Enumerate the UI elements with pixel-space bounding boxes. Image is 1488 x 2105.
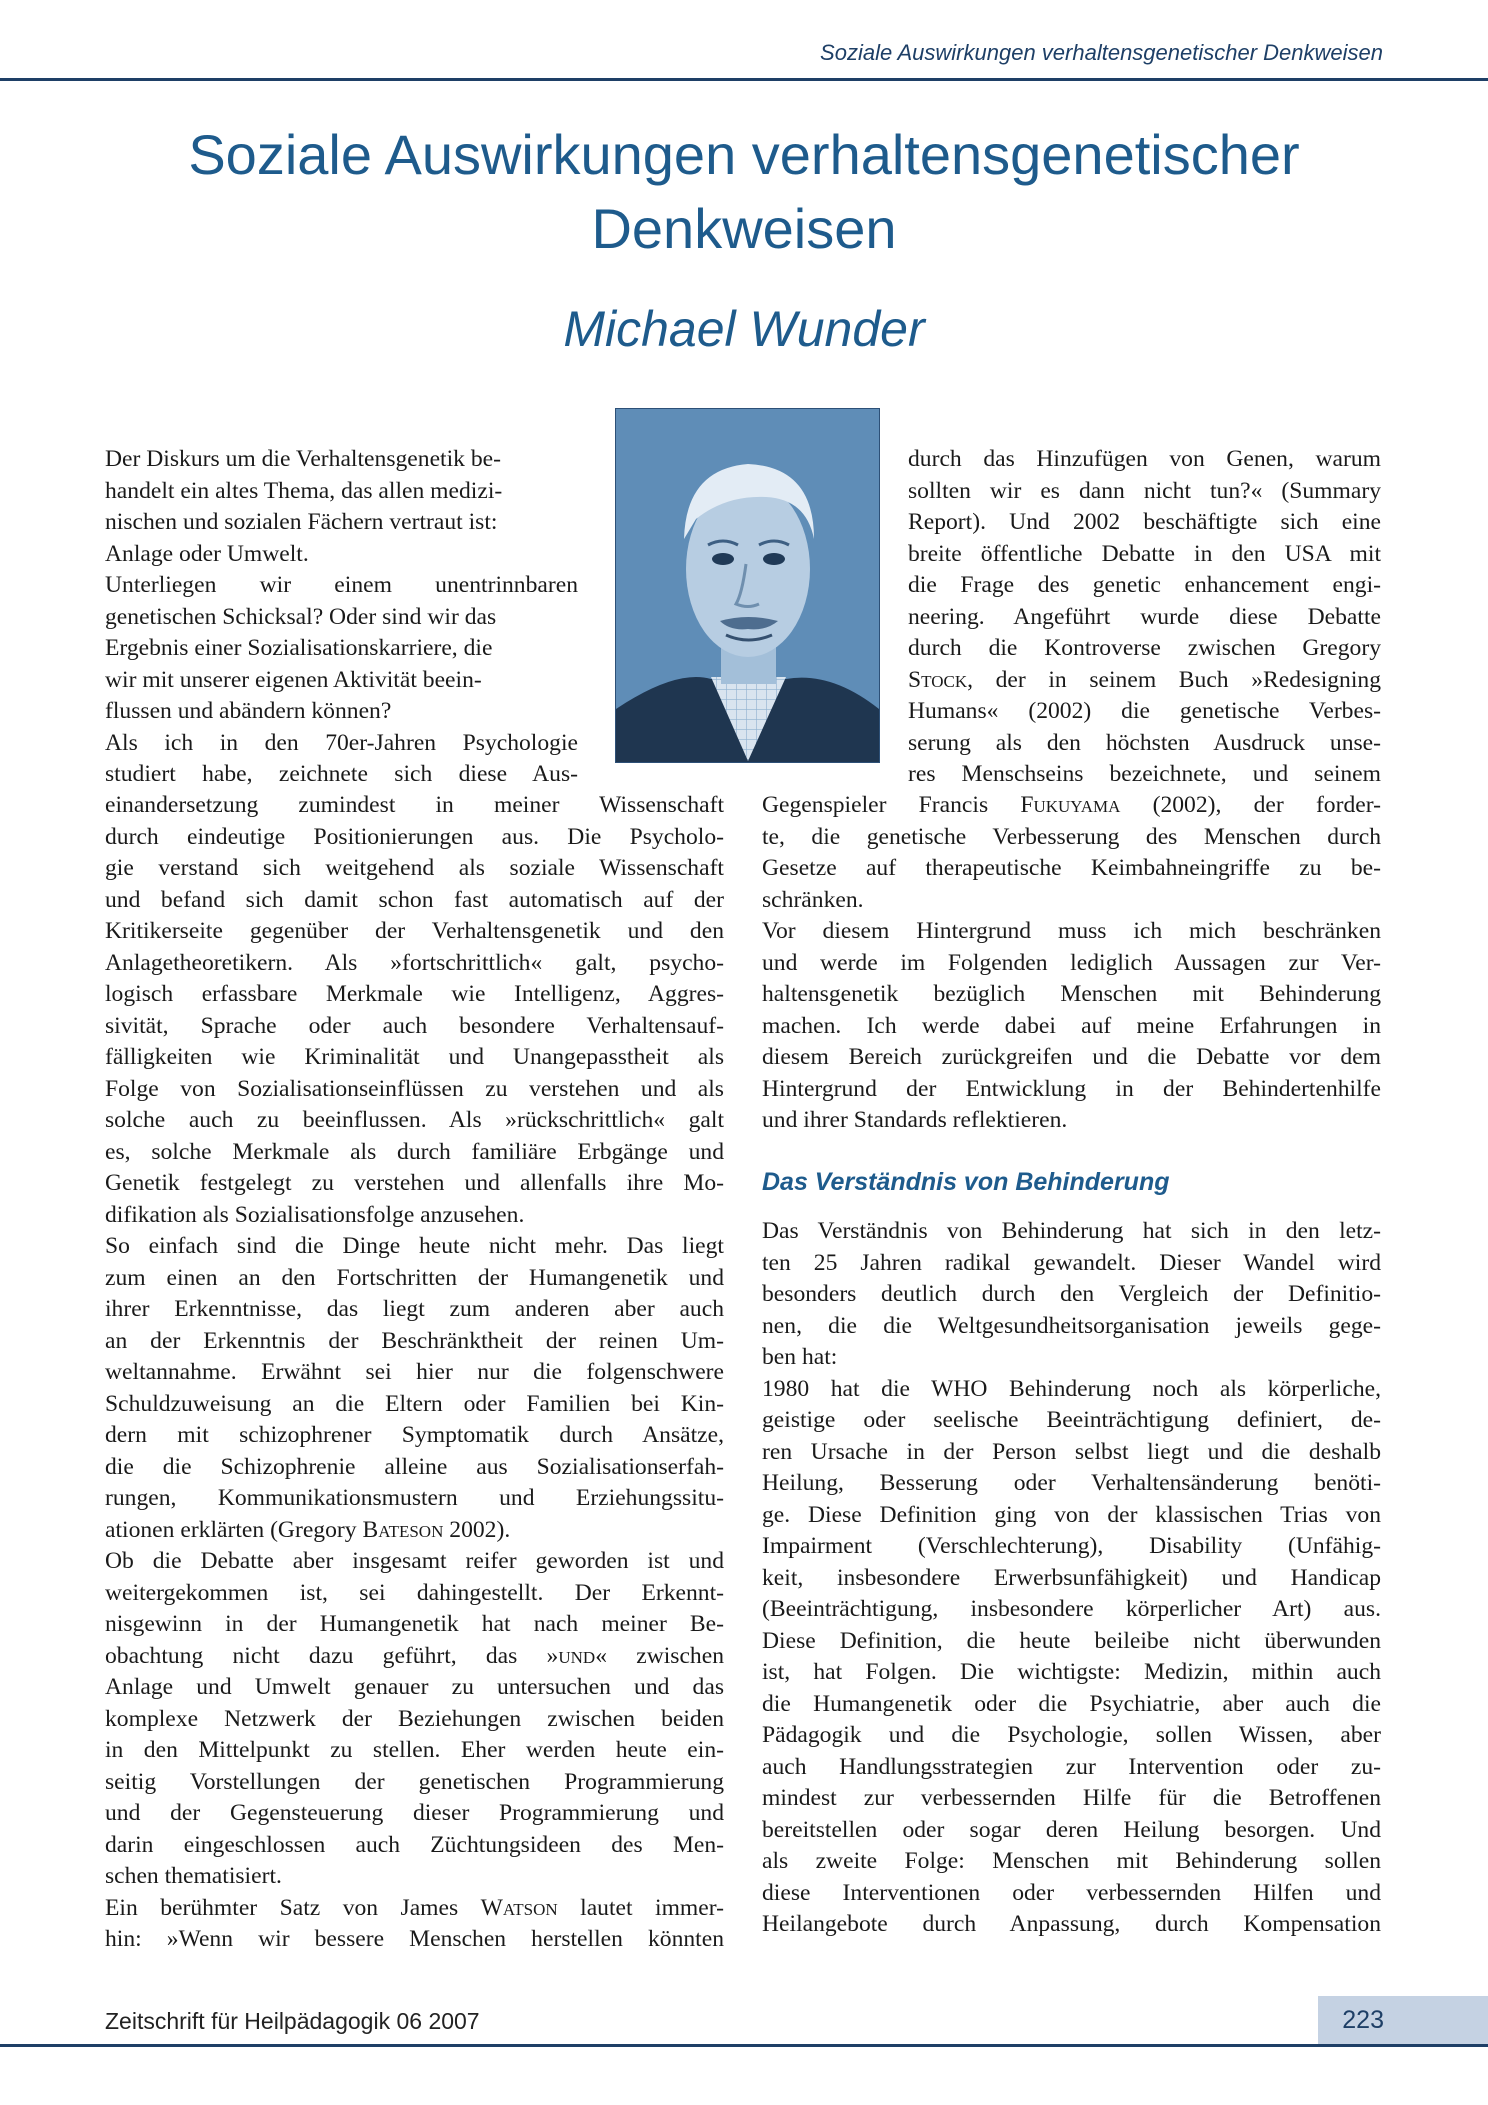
text-line: solche auch zu beeinflussen. Als »rückschrittlich« galt: [105, 1107, 724, 1133]
article-title: [0, 118, 1488, 266]
paragraph-today: [105, 1231, 724, 1546]
text-line: breite öffentliche Debatte in den USA mit: [908, 540, 1381, 567]
text-line: Gesetze auf therapeutische Keimbahneingriffe zu be-: [762, 855, 1381, 881]
text-line: komplexe Netzwerk der Beziehungen zwischen beiden: [105, 1705, 724, 1732]
text-line: sollten wir es dann nicht tun?« (Summary: [908, 477, 1381, 504]
author-name: Michael Wunder: [563, 301, 925, 357]
paragraph-debate: [105, 1546, 724, 1893]
paragraph-definition: [762, 1216, 1381, 1374]
text-fragment: « zwischen: [595, 1642, 725, 1669]
text-line: durch die Kontroverse zwischen Gregory: [908, 635, 1381, 661]
text-line: [762, 790, 1381, 822]
text-line: gie verstand sich weitgehend als soziale Wissenschaft: [105, 855, 724, 881]
running-head: Soziale Auswirkungen verhaltensgenetischer Denkweisen: [820, 40, 1383, 65]
paragraph-background: [762, 916, 1381, 1137]
article-title-line: Soziale Auswirkungen verhaltensgenetischer: [188, 123, 1300, 186]
right-column-top: [908, 444, 1381, 791]
paragraph-history-cont: [105, 790, 724, 1231]
portrait-image: [616, 409, 879, 762]
text-line: nen, die die Weltgesundheitsorganisation jeweils gege-: [762, 1312, 1381, 1339]
text-line: ge. Diese Definition ging von der klassischen Trias von: [762, 1501, 1381, 1528]
text-line: einandersetzung zumindest in meiner Wissenschaft: [105, 792, 724, 818]
text-line: diese Interventionen oder verbessernden Hilfen und: [762, 1879, 1381, 1906]
text-line: die Humangenetik oder die Psychiatrie, aber auch die: [762, 1690, 1381, 1717]
text-line: ten 25 Jahren radikal gewandelt. Dieser Wandel wird: [762, 1249, 1381, 1276]
text-line: difikation als Sozialisationsfolge anzusehen.: [105, 1201, 525, 1228]
paragraph-watson: [105, 1893, 724, 1956]
text-line: als zweite Folge: Menschen mit Behinderung sollen: [762, 1848, 1381, 1874]
text-line: und der Gegensteuerung dieser Programmierung und: [105, 1800, 724, 1826]
section-heading: Das Verständnis von Behinderung: [762, 1167, 1170, 1196]
text-line: Das Verständnis von Behinderung hat sich in den letz-: [762, 1218, 1381, 1244]
text-line: durch das Hinzufügen von Genen, warum: [908, 446, 1381, 472]
text-line: sivität, Sprache oder auch besondere Verhaltensauf-: [105, 1012, 724, 1039]
text-line: weitergekommen ist, sei dahingestellt. Der Erkennt-: [105, 1579, 724, 1606]
text-line: schränken.: [762, 886, 864, 913]
text-line: flussen und abändern können?: [105, 698, 392, 724]
text-line: hin: »Wenn wir bessere Menschen herstellen könnten: [105, 1926, 724, 1952]
text-line: seitig Vorstellungen der genetischen Programmierung: [105, 1768, 724, 1795]
text-line: und befand sich damit schon fast automatisch auf der: [105, 886, 724, 913]
left-column-main: [105, 790, 724, 1956]
text-line: Humans« (2002) die genetische Verbes-: [908, 698, 1381, 724]
text-line: Impairment (Verschlechterung), Disability (Unfähig-: [762, 1533, 1381, 1559]
text-line: Folge von Sozialisationseinflüssen zu verstehen und als: [105, 1075, 724, 1102]
text-line: weltannahme. Erwähnt sei hier nur die folgenschwere: [105, 1359, 724, 1385]
article-title-line: Denkweisen: [591, 197, 897, 260]
text-line: haltensgenetik bezüglich Menschen mit Behinderung: [762, 981, 1381, 1007]
paragraph-who-1980: [762, 1374, 1381, 1941]
text-fragment: Gegenspieler Francis: [762, 792, 1021, 818]
text-line: [105, 1515, 724, 1547]
text-fragment: obachtung nicht dazu geführt, das »: [105, 1642, 559, 1669]
text-line: studiert habe, zeichnete sich diese Aus-: [105, 761, 578, 787]
text-fragment: , der in seinem Buch »Redesigning: [967, 666, 1381, 693]
text-line: die die Schizophrenie alleine aus Sozialisationserfah-: [105, 1453, 724, 1480]
text-line: Kritikerseite gegenüber der Verhaltensgenetik und den: [105, 918, 724, 944]
paragraph-question: [105, 570, 578, 728]
text-line: bereitstellen oder sogar deren Heilung besorgen. Und: [762, 1816, 1381, 1843]
text-line: mindest zur verbessernden Hilfe für die Betroffenen: [762, 1785, 1381, 1811]
cited-author: Stock: [908, 666, 968, 693]
text-line: machen. Ich werde dabei auf meine Erfahrungen in: [762, 1012, 1381, 1039]
emphasized-word: und: [558, 1642, 596, 1669]
paragraph-history: [105, 728, 578, 791]
text-fragment: lautet immer-: [557, 1894, 724, 1921]
text-line: Hintergrund der Entwicklung in der Behindertenhilfe: [762, 1075, 1381, 1102]
text-line: Report). Und 2002 beschäftigte sich eine: [908, 509, 1381, 535]
paragraph-quote-cont: [908, 444, 1381, 791]
text-line: ist, hat Folgen. Die wichtigste: Medizin, mithin auch: [762, 1659, 1381, 1685]
text-line: rungen, Kommunikationsmustern und Erziehungssitu-: [105, 1485, 724, 1511]
text-line: Genetik festgelegt zu verstehen und allenfalls ihre Mo-: [105, 1170, 724, 1196]
text-line: nischen und sozialen Fächern vertraut ist:: [105, 509, 498, 535]
text-line: darin eingeschlossen auch Züchtungsideen des Men-: [105, 1831, 724, 1858]
text-line: Der Diskurs um die Verhaltensgenetik be-: [105, 446, 501, 472]
text-line: Anlage oder Umwelt.: [105, 540, 309, 567]
cited-author: Watson: [480, 1894, 558, 1921]
text-line: neering. Angeführt wurde diese Debatte: [908, 603, 1381, 630]
text-line: Anlage und Umwelt genauer zu untersuchen und das: [105, 1674, 724, 1700]
text-line: Ob die Debatte aber insgesamt reifer geworden ist und: [105, 1548, 724, 1574]
text-line: Heilangebote durch Anpassung, durch Kompensation: [762, 1911, 1381, 1937]
text-line: Vor diesem Hintergrund muss ich mich beschränken: [762, 918, 1381, 944]
text-line: an der Erkenntnis der Beschränktheit der reinen Um-: [105, 1327, 724, 1354]
text-line: Pädagogik und die Psychologie, sollen Wissen, aber: [762, 1722, 1381, 1748]
text-fragment: (2002), der forder-: [1120, 792, 1381, 818]
text-line: wir mit unserer eigenen Aktivität beein-: [105, 666, 482, 693]
text-line: nisgewinn in der Humangenetik hat nach meiner Be-: [105, 1611, 724, 1637]
text-fragment: 2002).: [443, 1516, 511, 1543]
text-line: ihrer Erkenntnisse, das liegt zum anderen aber auch: [105, 1296, 724, 1322]
text-line: Schuldzuweisung an die Eltern oder Familien bei Kin-: [105, 1390, 724, 1417]
text-line: auch Handlungsstrategien zur Intervention oder zu-: [762, 1753, 1381, 1780]
text-line: schen thematisiert.: [105, 1863, 282, 1889]
text-line: diesem Bereich zurückgreifen und die Debatte vor dem: [762, 1044, 1381, 1070]
text-line: handelt ein altes Thema, das allen medizi-: [105, 477, 503, 504]
text-line: (Beeinträchtigung, insbesondere körperlicher Art) aus.: [762, 1596, 1381, 1622]
text-line: 1980 hat die WHO Behinderung noch als körperliche,: [762, 1375, 1381, 1402]
paragraph-intro: [105, 444, 578, 570]
text-line: res Menschseins bezeichnete, und seinem: [908, 761, 1381, 787]
journal-citation: Zeitschrift für Heilpädagogik 06 2007: [105, 2008, 480, 2034]
text-line: Heilung, Besserung oder Verhaltensänderung benöti-: [762, 1470, 1381, 1496]
text-line: serung als den höchsten Ausdruck unse-: [908, 729, 1381, 756]
cited-author: Bateson: [362, 1516, 444, 1543]
text-line: te, die genetische Verbesserung des Menschen durch: [762, 823, 1381, 850]
text-fragment: ationen erklärten (Gregory: [105, 1516, 363, 1543]
text-line: besonders deutlich durch den Vergleich der Definitio-: [762, 1281, 1381, 1307]
right-column-main: [762, 790, 1381, 1941]
text-line: die Frage des genetic enhancement engi-: [908, 572, 1381, 598]
text-line: Als ich in den 70er-Jahren Psychologie: [105, 729, 578, 756]
text-line: [908, 665, 1381, 697]
text-line: fälligkeiten wie Kriminalität und Unangepasstheit als: [105, 1044, 724, 1070]
cited-author: Fukuyama: [1020, 792, 1121, 818]
text-line: keit, insbesondere Erwerbsunfähigkeit) und Handicap: [762, 1564, 1381, 1591]
text-line: es, solche Merkmale als durch familiäre Erbgänge und: [105, 1138, 724, 1165]
text-line: Ergebnis einer Sozialisationskarriere, die: [105, 635, 493, 661]
text-line: zum einen an den Fortschritten der Humangenetik und: [105, 1264, 724, 1291]
text-line: [105, 1641, 724, 1673]
text-line: Unterliegen wir einem unentrinnbaren: [105, 572, 578, 598]
text-line: So einfach sind die Dinge heute nicht mehr. Das liegt: [105, 1233, 724, 1259]
footer-rule: [0, 2044, 1488, 2047]
text-line: logisch erfassbare Merkmale wie Intelligenz, Aggres-: [105, 981, 724, 1007]
text-line: in den Mittelpunkt zu stellen. Eher werden heute ein-: [105, 1737, 724, 1763]
text-line: genetischen Schicksal? Oder sind wir das: [105, 603, 497, 630]
text-line: ben hat:: [762, 1344, 838, 1370]
text-line: Diese Definition, die heute beileibe nicht überwunden: [762, 1627, 1381, 1654]
text-line: geistige oder seelische Beeinträchtigung definiert, de-: [762, 1407, 1381, 1433]
author-portrait: [615, 408, 880, 763]
text-line: ren Ursache in der Person selbst liegt und die deshalb: [762, 1438, 1381, 1465]
text-line: durch eindeutige Positionierungen aus. Die Psycholo-: [105, 823, 724, 850]
text-line: und werde im Folgenden lediglich Aussagen zur Ver-: [762, 949, 1381, 976]
text-line: und ihrer Standards reflektieren.: [762, 1107, 1068, 1133]
text-line: Anlagetheoretikern. Als »fortschrittlich« galt, psycho-: [105, 949, 724, 976]
page-number: 223: [1342, 2006, 1384, 2034]
header-rule: [0, 78, 1488, 81]
text-line: dern mit schizophrener Symptomatik durch Ansätze,: [105, 1422, 724, 1448]
text-fragment: Ein berühmter Satz von James: [105, 1894, 481, 1921]
left-column-top: [105, 444, 578, 791]
text-line: [105, 1893, 724, 1925]
paragraph-quote-end: [762, 790, 1381, 916]
